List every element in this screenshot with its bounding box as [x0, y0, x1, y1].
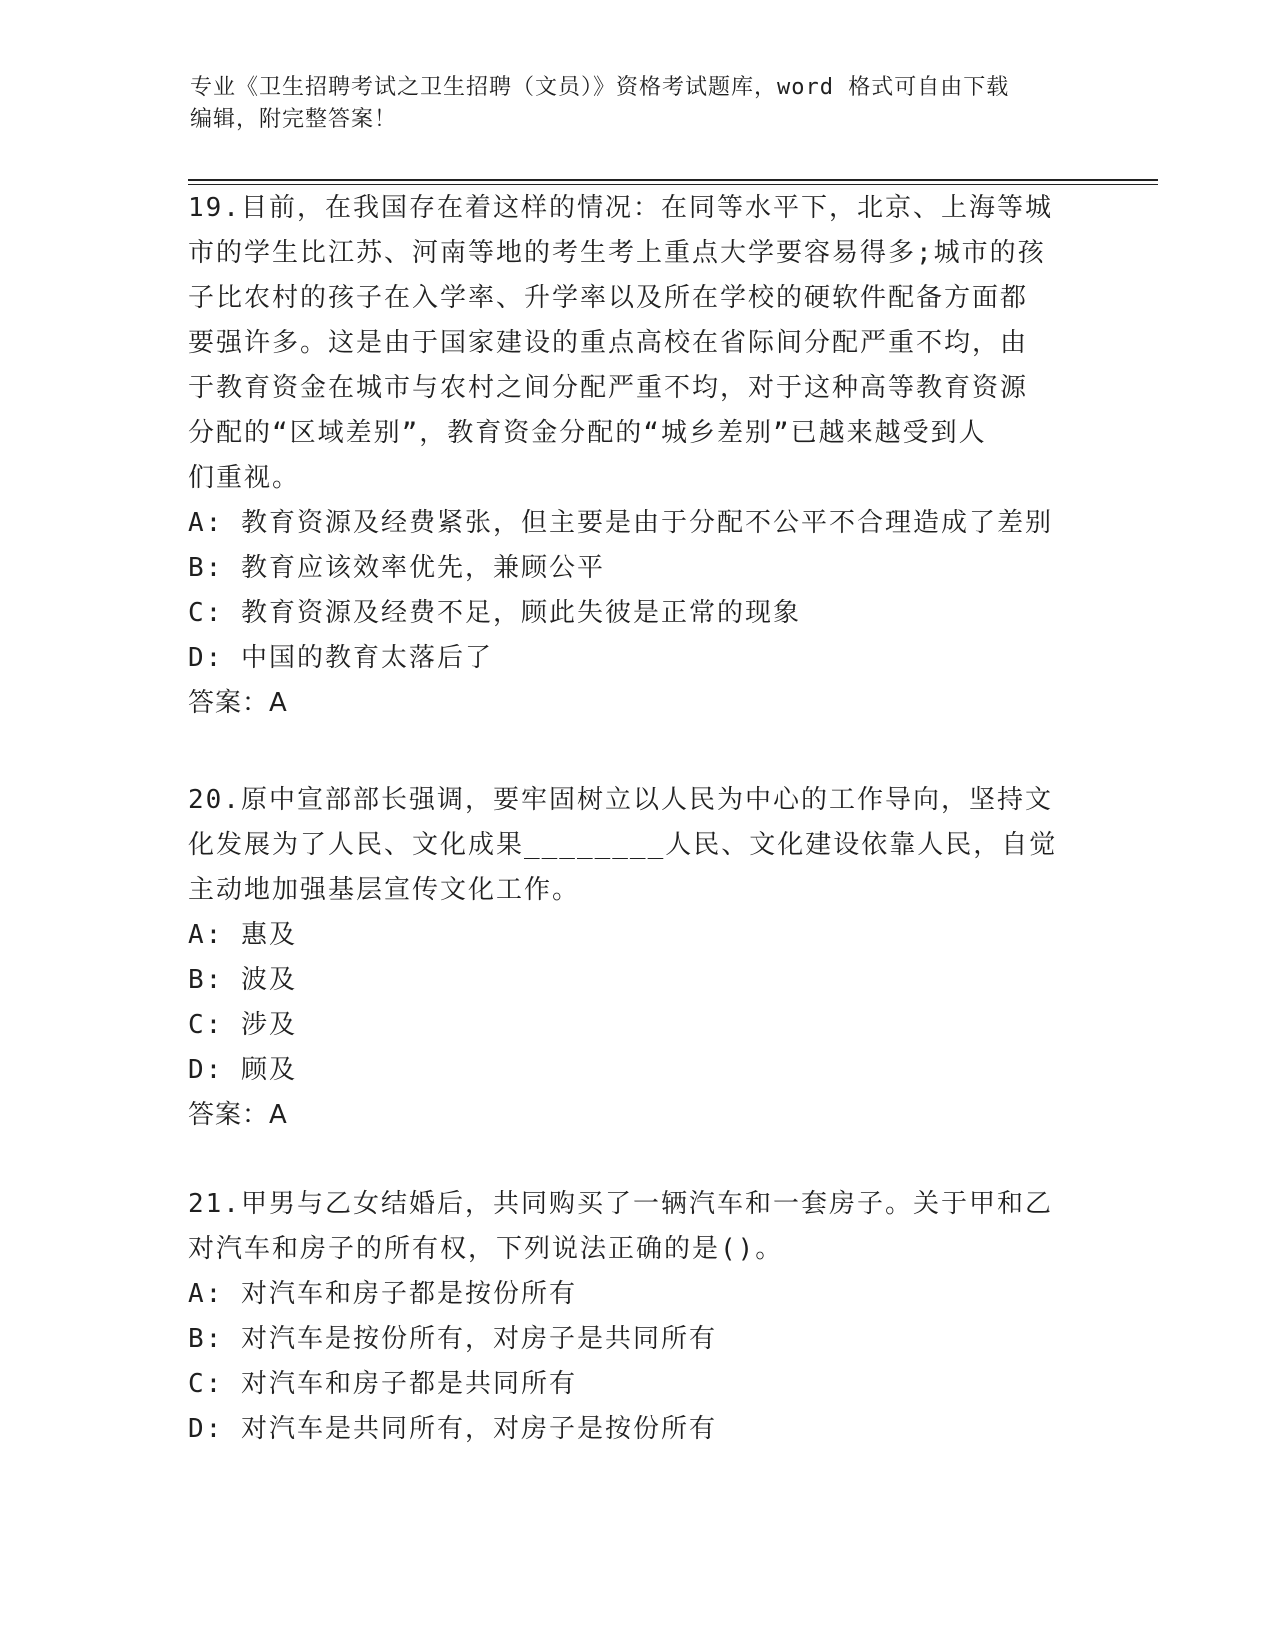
- question-20: [188, 778, 1088, 1138]
- option-c: C: 涉及: [188, 1010, 297, 1040]
- document-header: [190, 72, 1070, 136]
- option-b: B: 对汽车是按份所有，对房子是共同所有: [188, 1324, 717, 1354]
- question-stem-line: 21.甲男与乙女结婚后，共同购买了一辆汽车和一套房子。关于甲和乙: [188, 1189, 1053, 1219]
- option-c: C: 对汽车和房子都是共同所有: [188, 1369, 577, 1399]
- question-stem-line: 们重视。: [188, 463, 301, 493]
- question-stem-line: 于教育资金在城市与农村之间分配严重不均，对于这种高等教育资源: [188, 373, 1029, 403]
- option-c: C: 教育资源及经费不足，顾此失彼是正常的现象: [188, 598, 801, 628]
- option-a: A: 对汽车和房子都是按份所有: [188, 1279, 577, 1309]
- option-a: A: 教育资源及经费紧张，但主要是由于分配不公平不合理造成了差别: [188, 508, 1053, 538]
- question-stem-line: 要强许多。这是由于国家建设的重点高校在省际间分配严重不均，由: [188, 328, 1029, 358]
- option-b: B: 波及: [188, 965, 297, 995]
- question-stem-line: 主动地加强基层宣传文化工作。: [188, 875, 581, 905]
- question-19: [188, 186, 1088, 726]
- option-d: D: 中国的教育太落后了: [188, 643, 493, 673]
- question-stem-line: 对汽车和房子的所有权，下列说法正确的是()。: [188, 1234, 784, 1264]
- header-line: 专业《卫生招聘考试之卫生招聘（文员）》资格考试题库，word 格式可自由下载: [190, 75, 1010, 100]
- header-divider-thin: [188, 184, 1158, 185]
- question-stem-line: 市的学生比江苏、河南等地的考生考上重点大学要容易得多;城市的孩: [188, 238, 1046, 268]
- question-stem-line: 化发展为了人民、文化成果________人民、文化建设依靠人民，自觉: [188, 830, 1058, 860]
- question-stem-line: 20.原中宣部部长强调，要牢固树立以人民为中心的工作导向，坚持文: [188, 785, 1053, 815]
- option-d: D: 顾及: [188, 1055, 297, 1085]
- option-d: D: 对汽车是共同所有，对房子是按份所有: [188, 1414, 717, 1444]
- option-b: B: 教育应该效率优先，兼顾公平: [188, 553, 605, 583]
- header-divider-thick: [188, 179, 1158, 181]
- question-stem-line: 子比农村的孩子在入学率、升学率以及所在学校的硬软件配备方面都: [188, 283, 1029, 313]
- answer-label: 答案：A: [188, 1100, 288, 1130]
- answer-label: 答案：A: [188, 688, 288, 718]
- option-a: A: 惠及: [188, 920, 297, 950]
- header-line: 编辑，附完整答案！: [190, 107, 398, 132]
- question-stem-line: 19.目前，在我国存在着这样的情况：在同等水平下，北京、上海等城: [188, 193, 1053, 223]
- question-stem-line: 分配的“区域差别”，教育资金分配的“城乡差别”已越来越受到人: [188, 418, 987, 448]
- question-21: [188, 1182, 1088, 1452]
